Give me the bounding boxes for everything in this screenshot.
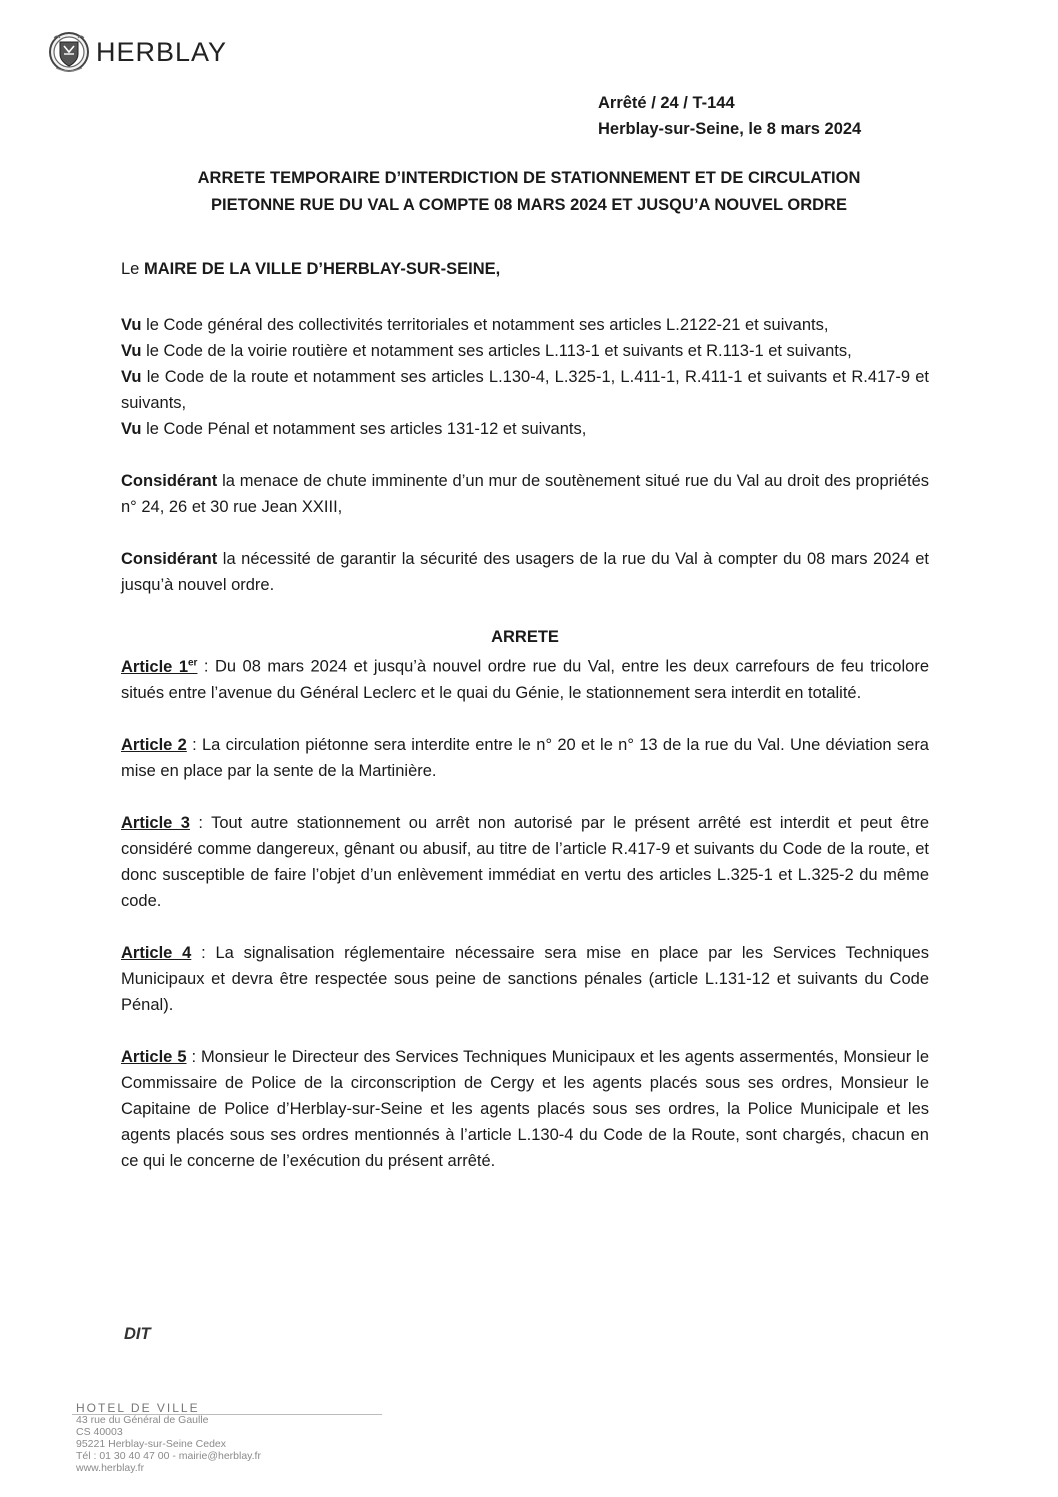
- article-2-label: Article 2: [121, 735, 187, 754]
- considerant-text: la nécessité de garantir la sécurité des usagers de la rue du Val à compter du 08 mars 2024 et jusqu’à nouvel ordre.: [121, 550, 929, 594]
- article-3-label: Article 3: [121, 813, 190, 832]
- vu-item: [121, 338, 929, 364]
- considerant-label: Considérant: [121, 472, 218, 490]
- considerant-item: [121, 546, 929, 598]
- document-body: [121, 256, 929, 1200]
- vu-item: [121, 364, 929, 416]
- document-title: [120, 165, 938, 219]
- dit-label: DIT: [124, 1325, 151, 1343]
- title-line-2: PIETONNE RUE DU VAL A COMPTE 08 MARS 2024 ET JUSQU’A NOUVEL ORDRE: [211, 196, 847, 214]
- vu-text: le Code de la route et notamment ses articles L.130-4, L.325-1, L.411-1, R.411-1 et suivants et R.417-9 et suivants,: [121, 368, 929, 412]
- vu-label: Vu: [121, 368, 142, 386]
- article-1-sup: er: [188, 657, 198, 668]
- herblay-logo: [48, 28, 227, 76]
- article-4-label: Article 4: [121, 943, 192, 962]
- considerant-text: la menace de chute imminente d’un mur de soutènement situé rue du Val au droit des propriétés n° 24, 26 et 30 rue Jean XXIII,: [121, 472, 929, 516]
- vu-text: le Code Pénal et notamment ses articles 131-12 et suivants,: [146, 420, 587, 438]
- vu-label: Vu: [121, 342, 142, 360]
- article-1: [121, 650, 929, 706]
- considerant-item: [121, 468, 929, 520]
- article-1-label: [121, 658, 197, 676]
- footer-street: 43 rue du Général de Gaulle: [76, 1414, 209, 1426]
- arrete-heading: ARRETE: [491, 628, 559, 646]
- article-2: [121, 732, 929, 784]
- footer-hotel-de-ville: HOTEL DE VILLE: [76, 1401, 200, 1415]
- article-3: [121, 810, 929, 914]
- footer-website: www.herblay.fr: [76, 1462, 145, 1474]
- footer-address: [76, 1402, 386, 1474]
- article-2-text: : La circulation piétonne sera interdite entre le n° 20 et le n° 13 de la rue du Val. Une déviation sera mise en place par la sente de la Martinière.: [121, 735, 929, 780]
- logo-wordmark: HERBLAY: [96, 36, 228, 67]
- footer-cs: CS 40003: [76, 1426, 123, 1438]
- article-1-label-text: Article 1: [121, 657, 188, 676]
- arrete-reference: Arrêté / 24 / T-144: [598, 94, 735, 112]
- article-5: [121, 1044, 929, 1174]
- vu-item: [121, 416, 929, 442]
- mayor-intro: [121, 256, 929, 282]
- vu-text: le Code de la voirie routière et notamment ses articles L.113-1 et suivants et R.113-1 et suivants,: [146, 342, 852, 360]
- reference-block: [598, 90, 861, 142]
- article-5-label: Article 5: [121, 1047, 187, 1066]
- title-line-1: ARRETE TEMPORAIRE D’INTERDICTION DE STATIONNEMENT ET DE CIRCULATION: [197, 169, 861, 187]
- article-5-text: : Monsieur le Directeur des Services Techniques Municipaux et les agents assermentés, Monsieur le Commissaire de Police de la circonscription de Cergy et les agents placés sous ses ordres, Monsieur le Capitaine de Police d’Herblay-sur-Seine et les agents placés sous ses ordres, la Police Municipale et les agents placés sous ses ordres mentionnés à l’article L.130-4 du Code de la Route, sont chargés, chacun en ce qui le concerne de l’exécution du présent arrêté.: [121, 1047, 930, 1170]
- mayor-title: MAIRE DE LA VILLE D’HERBLAY-SUR-SEINE,: [143, 260, 501, 278]
- footer-contact: Tél : 01 30 40 47 00 - mairie@herblay.fr: [76, 1450, 261, 1462]
- intro-le: Le: [121, 260, 140, 278]
- vu-section: [121, 312, 929, 442]
- article-4-text: : La signalisation réglementaire nécessaire sera mise en place par les Services Techniques Municipaux et devra être respectée sous peine de sanctions pénales (article L.131-12 et suivants du Code Pénal).: [121, 943, 929, 1014]
- vu-item: [121, 312, 929, 338]
- footer-city: 95221 Herblay-sur-Seine Cedex: [76, 1438, 226, 1450]
- article-1-text: : Du 08 mars 2024 et jusqu’à nouvel ordre rue du Val, entre les deux carrefours de feu tricolore situés entre l’avenue du Général Leclerc et le quai du Génie, le stationnement sera interdit en totalité.: [121, 657, 929, 702]
- vu-label: Vu: [121, 316, 142, 334]
- article-3-text: : Tout autre stationnement ou arrêt non autorisé par le présent arrêté est interdit et peut être considéré comme dangereux, gênant ou abusif, au titre de l’article R.417-9 et suivants du Code de la route, et donc susceptible de faire l’objet d’un enlèvement immédiat en vertu des articles L.325-1 et L.325-2 du même code.: [121, 813, 929, 910]
- vu-text: le Code général des collectivités territoriales et notamment ses articles L.2122-21 et suivants,: [146, 316, 829, 334]
- considerant-label: Considérant: [121, 550, 218, 568]
- vu-label: Vu: [121, 420, 142, 438]
- place-date: Herblay-sur-Seine, le 8 mars 2024: [598, 120, 862, 138]
- city-crest-icon: [48, 28, 90, 76]
- article-4: [121, 940, 929, 1018]
